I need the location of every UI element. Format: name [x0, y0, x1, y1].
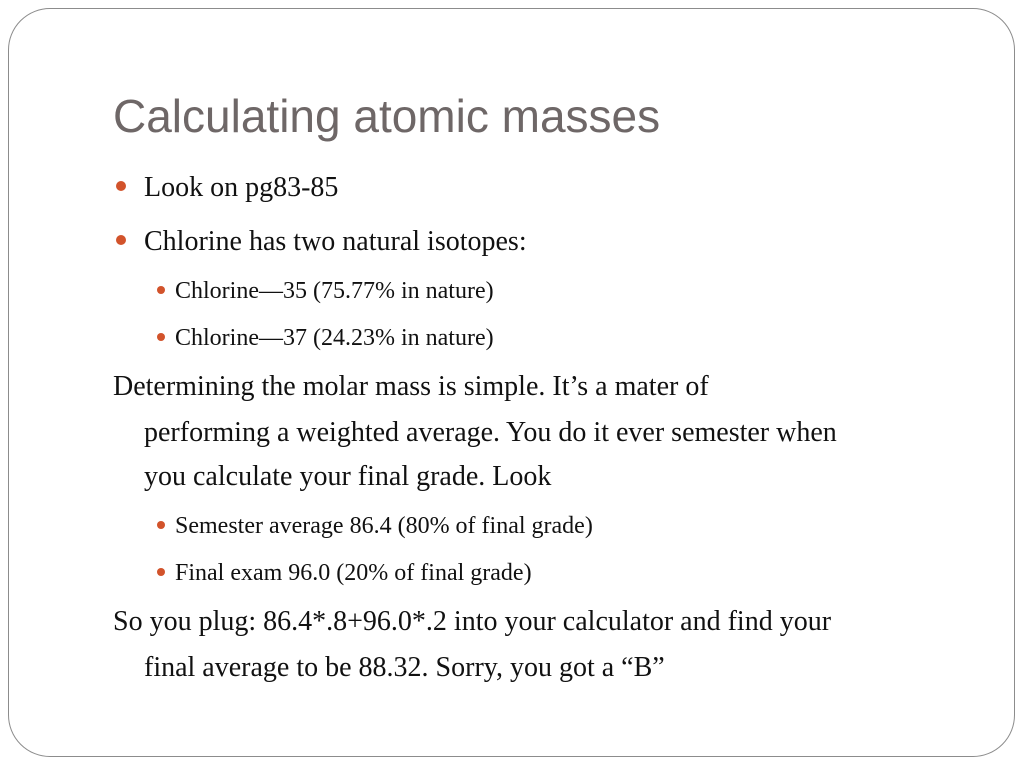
sub-bullet-dot-icon: [157, 568, 165, 576]
sub-bullet-dot-icon: [157, 521, 165, 529]
paragraph-calculation-line-2: final average to be 88.32. Sorry, you got a “B”: [144, 652, 665, 683]
sub-bullet-dot-icon: [157, 286, 165, 294]
paragraph-molar-mass-line-3: you calculate your final grade. Look: [144, 461, 552, 492]
paragraph-calculation-line-1: So you plug: 86.4*.8+96.0*.2 into your calculator and find your: [113, 606, 832, 637]
bullet-dot-icon: [116, 181, 126, 191]
paragraph-molar-mass-line-1: Determining the molar mass is simple. It’s a mater of: [113, 371, 709, 402]
grade-final-exam: Final exam 96.0 (20% of final grade): [175, 560, 532, 586]
grade-semester-average: Semester average 86.4 (80% of final grade): [175, 513, 593, 539]
bullet-dot-icon: [116, 235, 126, 245]
paragraph-molar-mass-line-2: performing a weighted average. You do it ever semester when: [144, 417, 837, 448]
bullet-chlorine-isotopes: Chlorine has two natural isotopes:: [144, 226, 527, 257]
slide-title: Calculating atomic masses: [113, 90, 661, 142]
isotope-chlorine-35: Chlorine—35 (75.77% in nature): [175, 278, 494, 304]
isotope-chlorine-37: Chlorine—37 (24.23% in nature): [175, 325, 494, 351]
bullet-look-on-pages: Look on pg83-85: [144, 172, 339, 203]
sub-bullet-dot-icon: [157, 333, 165, 341]
